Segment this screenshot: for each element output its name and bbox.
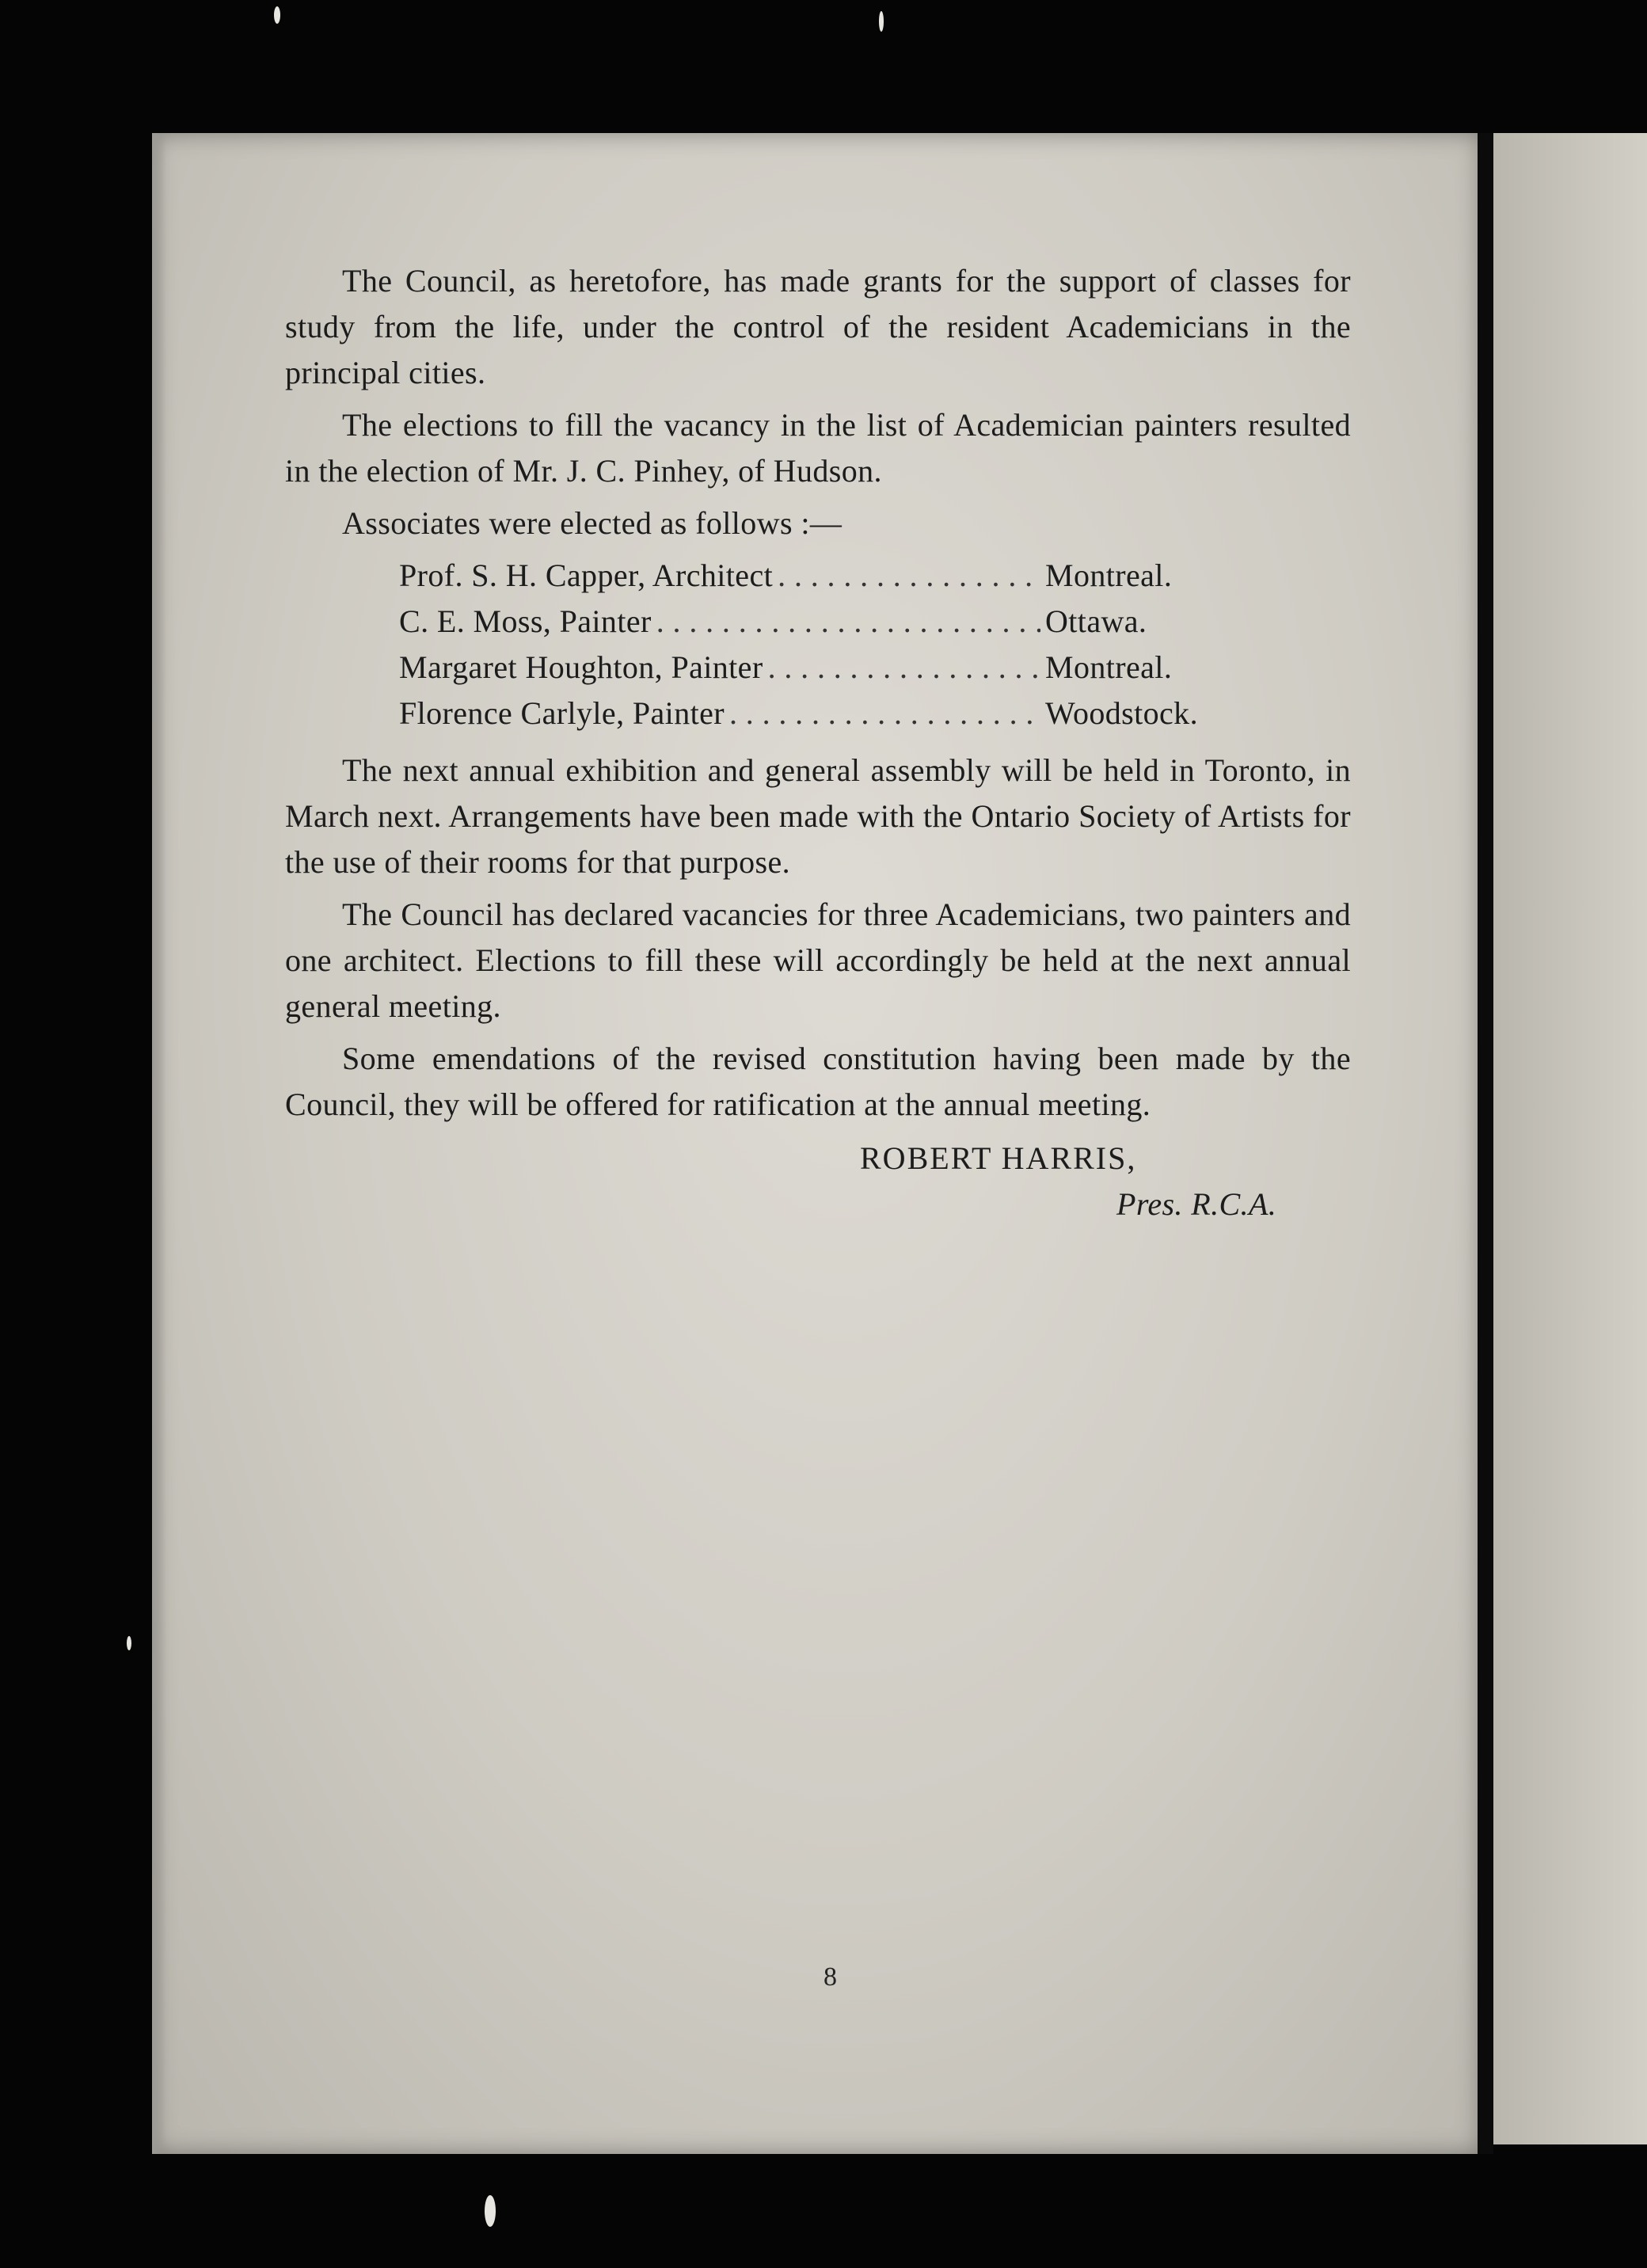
associate-place: Montreal. <box>1045 557 1173 593</box>
signatory-name: ROBERT HARRIS, <box>860 1140 1137 1176</box>
dot-leader <box>729 691 1040 736</box>
list-item <box>399 691 1230 736</box>
scan-speck <box>485 2195 496 2227</box>
book-gutter <box>1478 133 1493 2154</box>
associate-name: Florence Carlyle, Painter <box>399 695 725 731</box>
paragraph-exhibition: The next annual exhibition and general assembly will be held in Toronto, in March next. Arrangements have been made with the Ontario Society of Artists for the use of their rooms for that purpose. <box>285 752 1351 880</box>
paragraph-vacancies: The Council has declared vacancies for three Academicians, two painters and one architect. Elections to fill these will accordingly be held at the next annual general meeting. <box>285 896 1351 1024</box>
scan-speck <box>127 1636 131 1650</box>
associate-name: Margaret Houghton, Painter <box>399 649 763 685</box>
adjacent-page-edge <box>1493 133 1647 2144</box>
paragraph-associates-intro: Associates were elected as follows :— <box>342 505 843 541</box>
associates-list <box>399 553 1230 736</box>
scan-speck <box>274 6 280 24</box>
associate-place: Ottawa. <box>1045 603 1147 639</box>
signature-block <box>285 1136 1351 1231</box>
dot-leader <box>778 553 1040 599</box>
list-item <box>399 553 1230 599</box>
paragraph-elections: The elections to fill the vacancy in the list of Academician painters resulted in the election of Mr. J. C. Pinhey, of Hudson. <box>285 407 1351 489</box>
associate-name: Prof. S. H. Capper, Architect <box>399 557 774 593</box>
associate-place: Montreal. <box>1045 649 1173 685</box>
associate-name: C. E. Moss, Painter <box>399 603 652 639</box>
scan-speck <box>879 11 884 32</box>
associate-place: Woodstock. <box>1045 695 1198 731</box>
document-body <box>285 258 1351 1231</box>
page-number: 8 <box>824 1962 837 1992</box>
dot-leader <box>768 645 1040 691</box>
list-item <box>399 599 1230 645</box>
paragraph-constitution: Some emendations of the revised constitution having been made by the Council, they will be offered for ratification at the annual meeting. <box>285 1041 1351 1122</box>
list-item <box>399 645 1230 691</box>
paragraph-grants: The Council, as heretofore, has made grants for the support of classes for study from the life, under the control of the resident Academicians in the principal cities. <box>285 263 1351 390</box>
signatory-title: Pres. R.C.A. <box>1116 1186 1277 1222</box>
page-left-shadow <box>152 133 166 2154</box>
dot-leader <box>656 599 1040 645</box>
